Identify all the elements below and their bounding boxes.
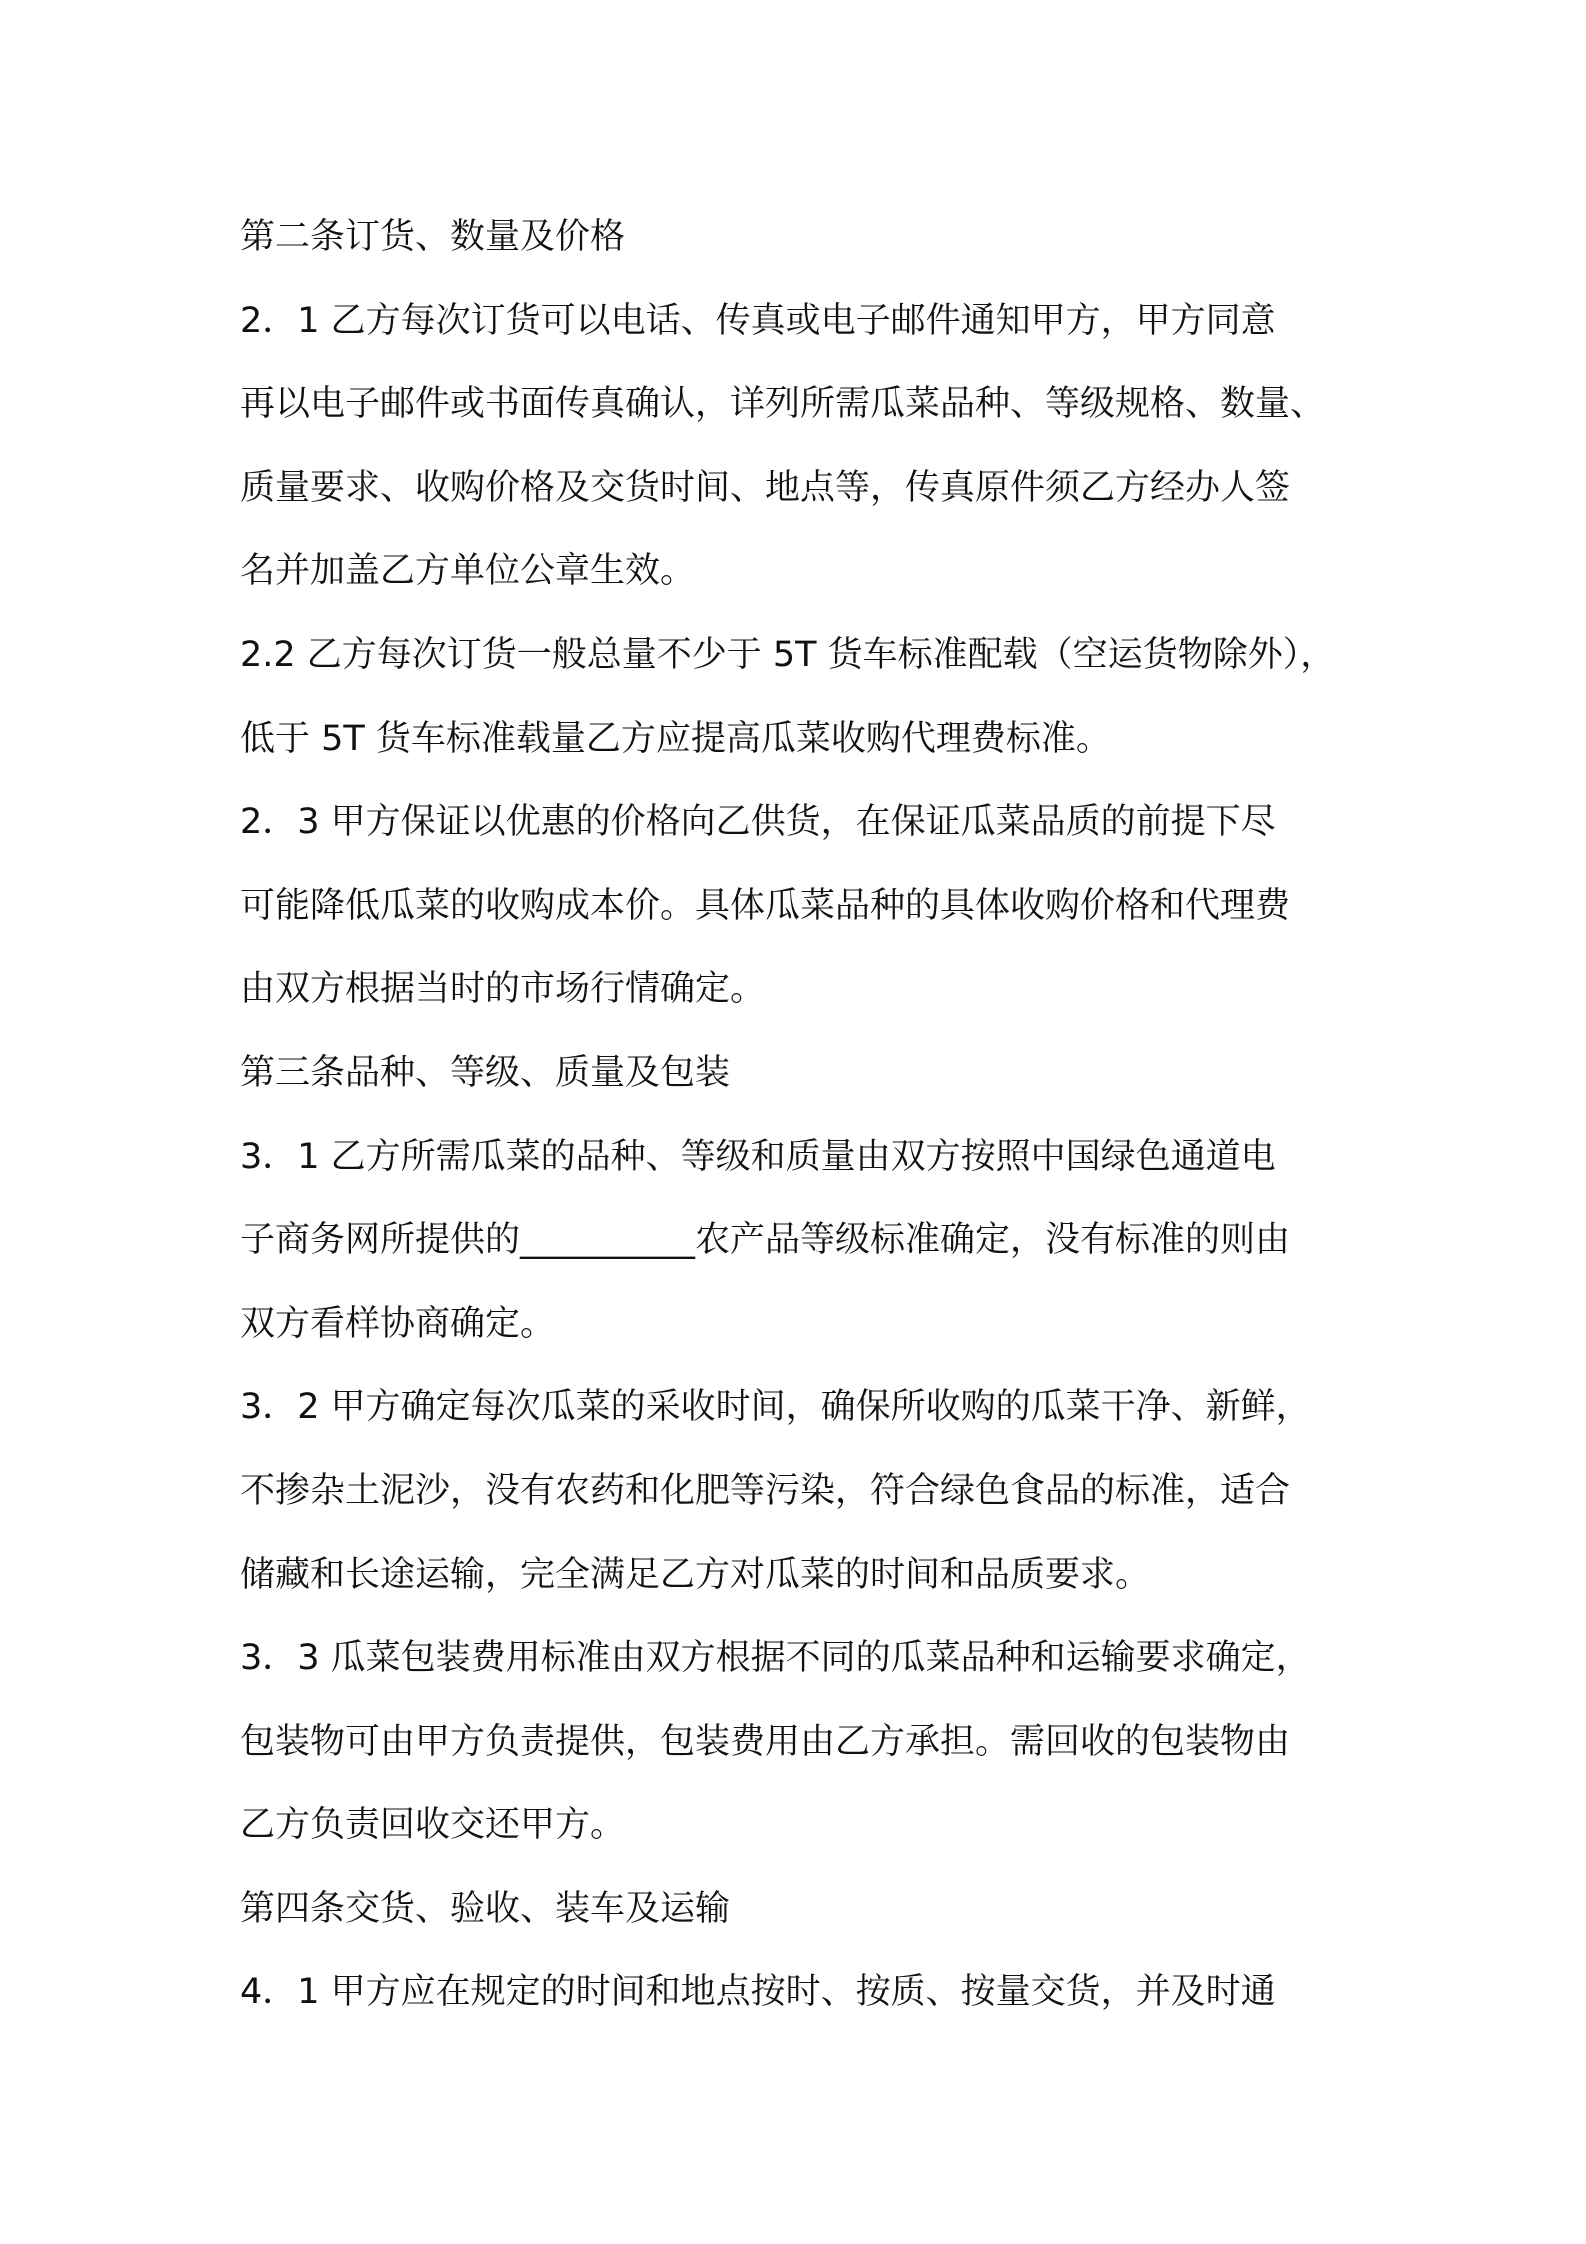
document-body — [240, 196, 1370, 2035]
article-heading: 第三条品种、等级、质量及包装 — [240, 1052, 731, 1093]
text-line: 子商务网所提供的__________农产品等级标准确定，没有标准的则由 — [240, 1220, 1291, 1261]
text-line: 储藏和长途运输，完全满足乙方对瓜菜的时间和品质要求。 — [240, 1554, 1151, 1595]
text-line: 乙方负责回收交还甲方。 — [240, 1805, 626, 1846]
text-line: 2．3 甲方保证以优惠的价格向乙供货，在保证瓜菜品质的前提下尽 — [240, 802, 1276, 843]
article-heading: 第四条交货、验收、装车及运输 — [240, 1888, 731, 1929]
text-line: 可能降低瓜菜的收购成本价。具体瓜菜品种的具体收购价格和代理费 — [240, 885, 1291, 926]
text-line: 2．1 乙方每次订货可以电话、传真或电子邮件通知甲方，甲方同意 — [240, 300, 1276, 341]
text-line: 4．1 甲方应在规定的时间和地点按时、按质、按量交货，并及时通 — [240, 1972, 1276, 2013]
text-line: 质量要求、收购价格及交货时间、地点等，传真原件须乙方经办人签 — [240, 467, 1291, 508]
text-line: 双方看样协商确定。 — [240, 1303, 556, 1344]
text-line: 3．1 乙方所需瓜菜的品种、等级和质量由双方按照中国绿色通道电 — [240, 1136, 1276, 1177]
text-line: 名并加盖乙方单位公章生效。 — [240, 551, 696, 592]
text-line: 不掺杂土泥沙，没有农药和化肥等污染，符合绿色食品的标准，适合 — [240, 1470, 1291, 1511]
text-line: 低于 5T 货车标准载量乙方应提高瓜菜收购代理费标准。 — [240, 718, 1111, 759]
text-line: 2.2 乙方每次订货一般总量不少于 5T 货车标准配载（空运货物除外）， — [240, 634, 1336, 675]
text-line: 3．2 甲方确定每次瓜菜的采收时间，确保所收购的瓜菜干净、新鲜， — [240, 1387, 1311, 1428]
text-line: 包装物可由甲方负责提供，包装费用由乙方承担。需回收的包装物由 — [240, 1721, 1291, 1762]
text-line: 再以电子邮件或书面传真确认，详列所需瓜菜品种、等级规格、数量、 — [240, 384, 1326, 425]
article-heading: 第二条订货、数量及价格 — [240, 217, 626, 257]
text-line: 由双方根据当时的市场行情确定。 — [240, 969, 766, 1010]
text-line: 3．3 瓜菜包装费用标准由双方根据不同的瓜菜品种和运输要求确定， — [240, 1638, 1311, 1679]
